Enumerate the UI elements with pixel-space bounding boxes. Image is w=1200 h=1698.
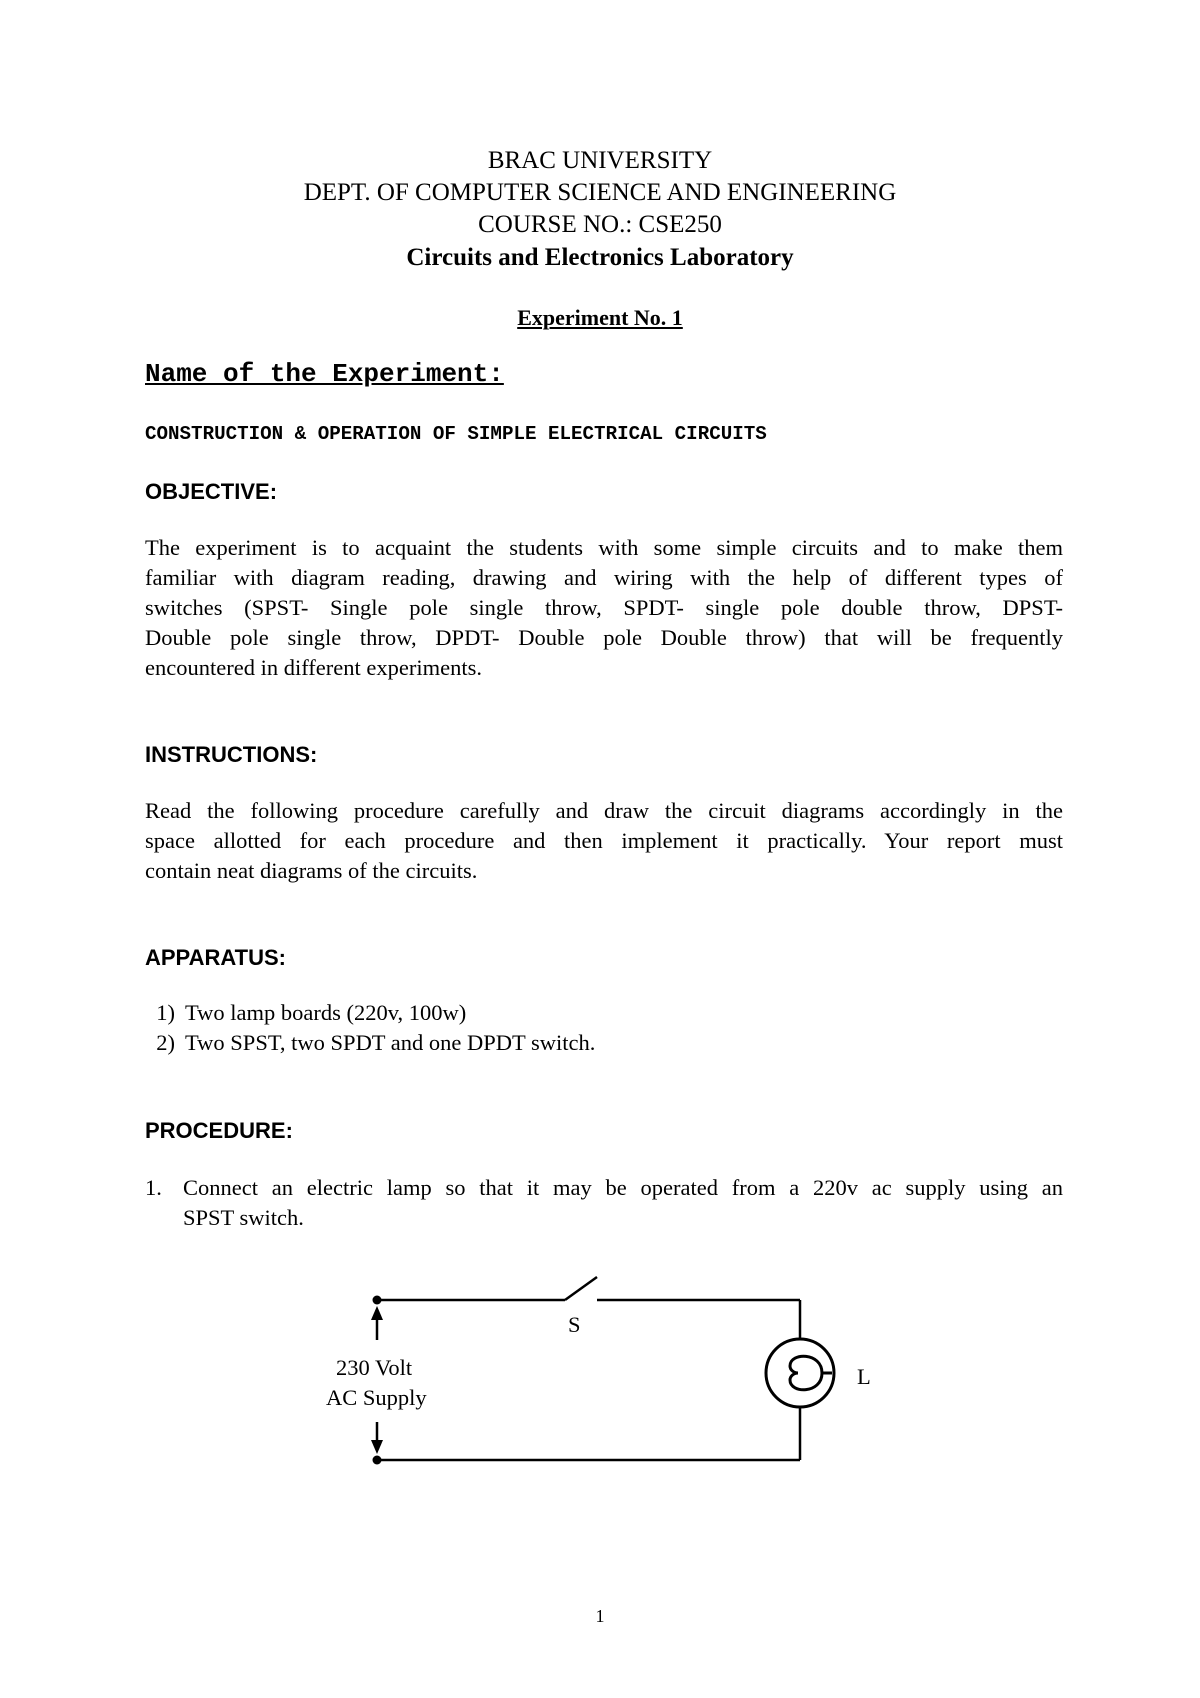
list-item-number: 2): [156, 1030, 175, 1055]
apparatus-heading: APPARATUS:: [145, 945, 286, 970]
course-number: COURSE NO.: CSE250: [478, 211, 722, 238]
procedure-line: SPST switch.: [183, 1205, 304, 1230]
procedure-step-number: 1.: [145, 1175, 162, 1200]
list-item-number: 1): [156, 1000, 175, 1025]
page-number: 1: [595, 1606, 605, 1626]
procedure-line: Connect an electric lamp so that it may be operated from a 220v ac supply using an: [183, 1175, 1063, 1200]
lamp-label: L: [857, 1364, 871, 1389]
objective-line: The experiment is to acquaint the students with some simple circuits and to make them: [145, 535, 1063, 560]
lamp-filament: [790, 1356, 832, 1390]
list-item-text: Two SPST, two SPDT and one DPDT switch.: [185, 1030, 596, 1055]
objective-line: familiar with diagram reading, drawing and wiring with the help of different types of: [145, 565, 1063, 590]
experiment-name-heading: Name of the Experiment:: [145, 359, 504, 389]
supply-label-line1: 230 Volt: [336, 1355, 413, 1380]
department-name: DEPT. OF COMPUTER SCIENCE AND ENGINEERING: [303, 179, 897, 206]
university-name: BRAC UNIVERSITY: [487, 147, 713, 174]
switch-label: S: [568, 1312, 581, 1337]
instructions-line: Read the following procedure carefully and draw the circuit diagrams accordingly in the: [145, 798, 1063, 823]
instructions-line: contain neat diagrams of the circuits.: [145, 858, 478, 883]
objective-line: Double pole single throw, DPDT- Double pole Double throw) that will be frequently: [145, 625, 1063, 650]
procedure-heading: PROCEDURE:: [145, 1118, 293, 1143]
experiment-number: Experiment No. 1: [517, 305, 683, 330]
supply-label-line2: AC Supply: [326, 1385, 427, 1410]
terminal-top: [373, 1296, 382, 1305]
objective-line: switches (SPST- Single pole single throw, SPDT- single pole double throw, DPST-: [145, 595, 1063, 620]
lab-name: Circuits and Electronics Laboratory: [406, 244, 794, 271]
instructions-heading: INSTRUCTIONS:: [145, 742, 318, 767]
experiment-title: CONSTRUCTION & OPERATION OF SIMPLE ELECTRICAL CIRCUITS: [145, 423, 767, 445]
arrow-up-icon: [371, 1306, 383, 1320]
objective-line: encountered in different experiments.: [145, 655, 482, 680]
list-item-text: Two lamp boards (220v, 100w): [185, 1000, 467, 1025]
switch-blade: [565, 1277, 597, 1300]
objective-heading: OBJECTIVE:: [145, 479, 278, 504]
arrow-down-icon: [371, 1440, 383, 1454]
terminal-bottom: [373, 1456, 382, 1465]
instructions-line: space allotted for each procedure and then implement it practically. Your report must: [145, 828, 1063, 853]
